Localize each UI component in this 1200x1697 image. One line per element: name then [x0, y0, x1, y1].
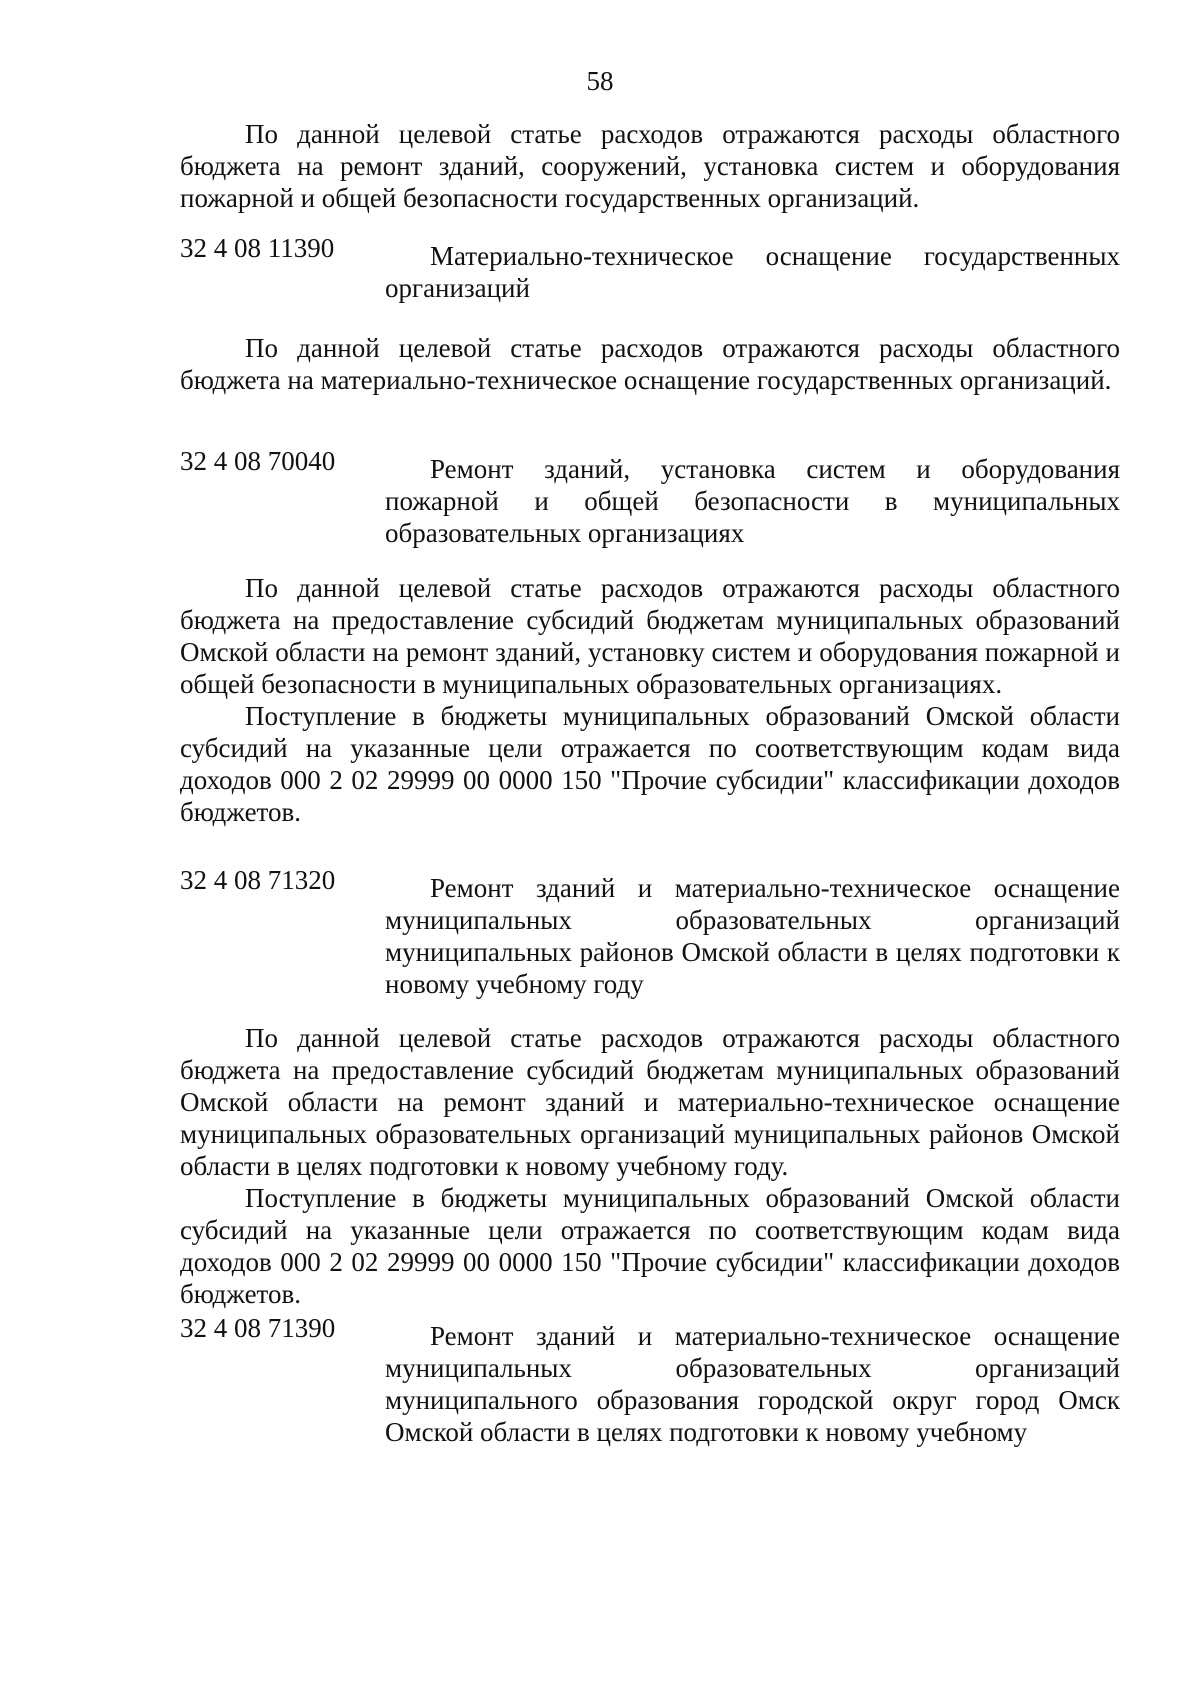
article-title: Ремонт зданий и материально-техническое оснащение муниципальных образовательных организаций муниципального образования городской округ город Омск Омской области в целях подготовки к новому учебному — [385, 1321, 1120, 1447]
paragraph: По данной целевой статье расходов отражаются расходы областного бюджета на предоставление субсидий бюджетам муниципальных образований Омской области на ремонт зданий, установку систем и оборудования пожарной и общей безопасности в муниципальных образовательных организациях. — [180, 573, 1120, 699]
article-code: 32 4 08 11390 — [180, 233, 335, 263]
article-code: 32 4 08 71390 — [180, 1313, 336, 1343]
page-number: 58 — [586, 66, 614, 96]
article-code: 32 4 08 71320 — [180, 865, 336, 895]
body-text-block — [180, 118, 1120, 214]
paragraph: По данной целевой статье расходов отражаются расходы областного бюджета на материально-техническое оснащение государственных организаций. — [180, 333, 1120, 395]
body-text-block — [180, 332, 1120, 396]
body-text-block — [180, 572, 1120, 828]
body-text-block — [180, 1022, 1120, 1310]
paragraph: Поступление в бюджеты муниципальных образований Омской области субсидий на указанные цели отражается по соответствующим кодам вида доходов 000 2 02 29999 00 0000 150 "Прочие субсидии" классификации доходов бюджетов. — [180, 701, 1120, 827]
paragraph: Поступление в бюджеты муниципальных образований Омской области субсидий на указанные цели отражается по соответствующим кодам вида доходов 000 2 02 29999 00 0000 150 "Прочие субсидии" классификации доходов бюджетов. — [180, 1183, 1120, 1309]
article-title: Ремонт зданий и материально-техническое оснащение муниципальных образовательных организаций муниципальных районов Омской области в целях подготовки к новому учебному году — [385, 873, 1120, 999]
paragraph: По данной целевой статье расходов отражаются расходы областного бюджета на ремонт зданий, сооружений, установка систем и оборудования пожарной и общей безопасности государственных организаций. — [180, 119, 1120, 213]
paragraph: По данной целевой статье расходов отражаются расходы областного бюджета на предоставление субсидий бюджетам муниципальных образований Омской области на ремонт зданий и материально-техническое оснащение муниципальных образовательных организаций муниципальных районов Омской области в целях подготовки к новому учебному году. — [180, 1023, 1120, 1181]
article-code: 32 4 08 70040 — [180, 446, 336, 476]
article-title: Материально-техническое оснащение государственных организаций — [385, 241, 1120, 303]
article-title: Ремонт зданий, установка систем и оборудования пожарной и общей безопасности в муниципальных образовательных организациях — [385, 454, 1120, 548]
